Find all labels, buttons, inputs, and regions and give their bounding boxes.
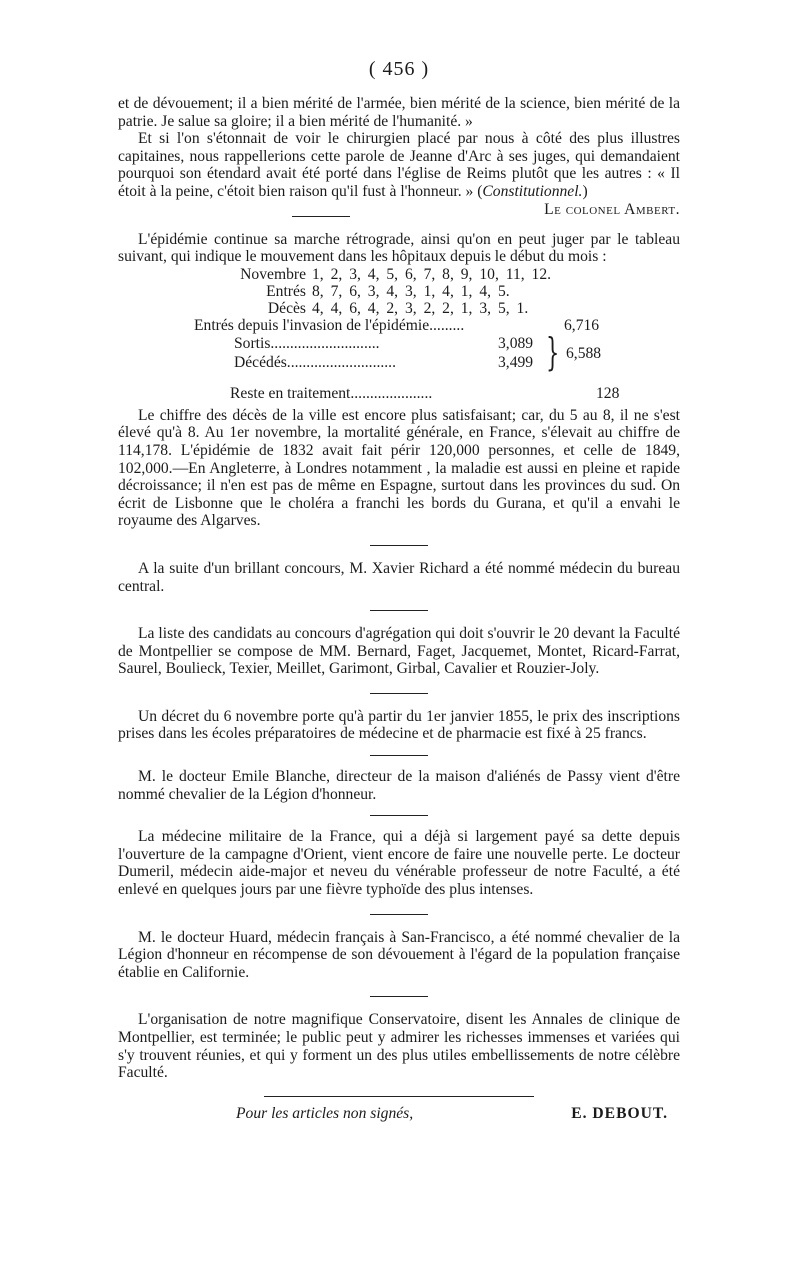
- paragraph-text: Et si l'on s'étonnait de voir le chirurgien placé par nous à côté des plus illustres capitaines, nous rappellerions cette parole de Jeanne d'Arc à ses juges, qui demandaient pourquoi son étendard avait été porté dans l'église de Reims plutôt que les autres : « Il étoit à la peine, c'étoit bien raison qu'il fust à l'honneur. » (: [118, 130, 680, 200]
- news-item: La médecine militaire de la France, qui a déjà si largement payé sa dette depuis l'ouverture de la campagne d'Orient, vient encore de faire une nouvelle perte. Le docteur Dumeril, médecin aide-major et neveu du vénérable professeur de notre Faculté, a été enlevé en quelques jours par une fièvre typhoïde des plus intenses.: [118, 828, 680, 899]
- row-values: 1, 2, 3, 4, 5, 6, 7, 8, 9, 10, 11, 12.: [312, 265, 552, 283]
- section-divider: [370, 755, 428, 756]
- section-divider: [370, 914, 428, 915]
- section-divider: [370, 693, 428, 694]
- row-values: 4, 4, 6, 4, 2, 3, 2, 2, 1, 3, 5, 1.: [312, 300, 529, 318]
- paragraph-continued: et de dévouement; il a bien mérité de l'armée, bien mérité de la science, bien mérité de la patrie. Je salue sa gloire; il a bien mérité de l'humanité. »: [118, 95, 680, 130]
- epidemic-table: [232, 266, 680, 318]
- row-label: Novembre: [240, 265, 306, 283]
- news-item: L'organisation de notre magnifique Conservatoire, disent les Annales de clinique de Montpellier, est terminée; le public peut y admirer les richesses immenses et variées qui s'y trouvent réunies, et qui y forment un des plus utiles embellissements de notre célèbre Faculté.: [118, 1011, 680, 1082]
- news-item: A la suite d'un brillant concours, M. Xavier Richard a été nommé médecin du bureau central.: [118, 559, 680, 595]
- news-item: Un décret du 6 novembre porte qu'à partir du 1er janvier 1855, le prix des inscriptions prises dans les écoles préparatoires de médecine et de pharmacie est fixé à 25 francs.: [118, 707, 680, 743]
- section-divider: [370, 815, 428, 816]
- since-value: 6,716: [564, 317, 600, 335]
- reste-label: Reste en traitement.....................: [230, 384, 433, 402]
- brace: }: [546, 329, 560, 374]
- news-item: M. le docteur Emile Blanche, directeur de la maison d'aliénés de Passy vient d'être nommé chevalier de la Légion d'honneur.: [118, 768, 680, 803]
- subtotal-value: 6,588: [566, 344, 602, 362]
- sortis-value: 3,089: [498, 334, 534, 352]
- footer-note: Pour les articles non signés,: [236, 1104, 414, 1122]
- news-item: La liste des candidats au concours d'agrégation qui doit s'ouvrir le 20 devant la Faculté de Montpellier se compose de MM. Bernard, Faget, Jacquemet, Montet, Ricard-Farrat, Saurel, Boulieck, Texier, Meillet, Garimont, Girbal, Cavalier et Rouzier-Joly.: [118, 625, 680, 678]
- news-item: M. le docteur Huard, médecin français à San-Francisco, a été nommé chevalier de la Légion d'honneur en récompense de son dévouement à l'égard de la population française établie en Californie.: [118, 928, 680, 981]
- section-divider: [370, 545, 428, 546]
- decedes-label: Décédés............................: [234, 353, 396, 371]
- section-divider: [292, 216, 350, 217]
- section-divider: [370, 996, 428, 997]
- sortis-label: Sortis............................: [234, 334, 380, 352]
- reste-line: [230, 385, 680, 403]
- paragraph-jeanne-darc: [118, 130, 680, 218]
- reste-value: 128: [596, 384, 620, 402]
- table-row: [232, 283, 680, 300]
- source-citation: Constitutionnel.: [482, 182, 583, 200]
- since-label: Entrés depuis l'invasion de l'épidémie.........: [194, 317, 465, 335]
- outcome-subtable: [234, 329, 602, 374]
- row-label: Décès: [267, 300, 306, 318]
- citation-close: ): [582, 182, 588, 200]
- footer-signature: E. DEBOUT.: [571, 1104, 668, 1122]
- page-number: ( 456 ): [368, 58, 430, 80]
- table-row: [232, 300, 680, 317]
- page: [118, 58, 680, 1123]
- footer: [118, 1105, 680, 1123]
- row-values: 8, 7, 6, 3, 4, 3, 1, 4, 1, 4, 5.: [312, 282, 510, 300]
- row-label: Entrés: [266, 282, 306, 300]
- epidemic-intro: L'épidémie continue sa marche rétrograde, ainsi qu'on en peut juger par le tableau suivant, qui indique le mouvement dans les hôpitaux depuis le début du mois :: [118, 230, 680, 266]
- since-invasion-line: [194, 317, 680, 334]
- deaths-paragraph: Le chiffre des décès de la ville est encore plus satisfaisant; car, du 5 au 8, il ne s'est élevé qu'à 8. Au 1er novembre, la mortalité générale, en France, s'élevait au chiffre de 114,178. L'épidémie de 1832 avait fait périr 120,000 personnes, et celle de 1849, 102,000.—En Angleterre, à Londres notamment , la maladie est aussi en pleine et rapide décroissance; il n'en est pas de même en Espagne, surtout dans les provinces du sud. On écrit de Lisbonne que le choléra a franchi les bords du Gurana, et qu'il a envahi le royaume des Algarves.: [118, 406, 680, 530]
- footer-divider: [264, 1096, 534, 1097]
- section-divider: [370, 610, 428, 611]
- author-signature: Le colonel Ambert.: [544, 200, 680, 218]
- table-row: [232, 266, 680, 283]
- decedes-value: 3,499: [498, 353, 534, 371]
